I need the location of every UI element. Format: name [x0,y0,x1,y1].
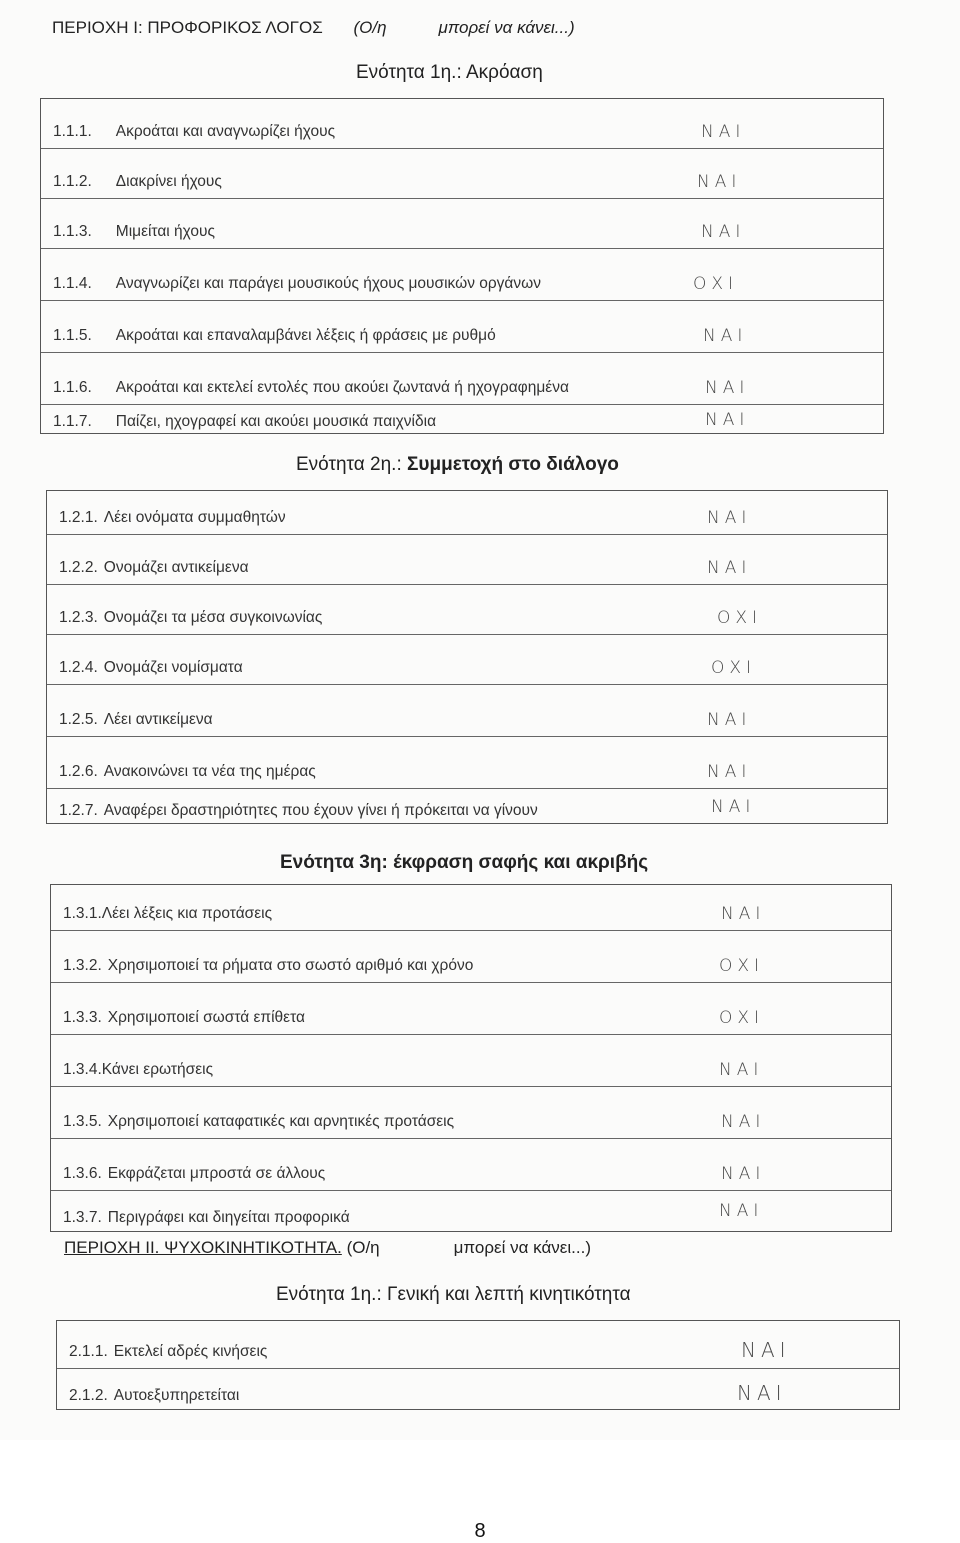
section-1-table [40,98,884,434]
table-row [51,1087,891,1139]
table-row [51,1035,891,1087]
item-label: 1.3.4.Κάνει ερωτήσεις [63,1061,214,1078]
item-label: 1.3.3. Χρησιμοποιεί σωστά επίθετα [63,1009,305,1026]
item-label: 1.1.1. Ακροάται και αναγνωρίζει ήχους [53,123,336,140]
table-row [51,1191,891,1231]
table-row [41,405,883,433]
answer-value: ΝΑΙ [701,122,746,142]
answer-value: ΝΑΙ [711,797,756,817]
item-label: 1.1.4. Αναγνωρίζει και παράγει μουσικούς ήχους μουσικών οργάνων [53,275,541,292]
table-row [41,249,883,301]
region-2-title [64,1238,591,1258]
answer-value: ΝΑΙ [721,904,766,924]
section-4-table [56,1320,900,1410]
item-label: 1.3.5. Χρησιμοποιεί καταφατικές και αρνητικές προτάσεις [63,1113,455,1130]
item-label: 1.2.6. Ανακοινώνει τα νέα της ημέρας [59,763,316,780]
table-row [47,585,887,635]
answer-value: ΝΑΙ [701,222,746,242]
item-label: 1.1.6. Ακροάται και εκτελεί εντολές που ακούει ζωντανά ή ηχογραφημένα [53,379,569,396]
item-label: 1.3.2. Χρησιμοποιεί τα ρήματα στο σωστό αριθμό και χρόνο [63,957,474,974]
table-row [47,685,887,737]
table-row [41,199,883,249]
item-label: 1.3.7. Περιγράφει και διηγείται προφορικά [63,1209,350,1226]
table-row [51,885,891,931]
answer-value: ΝΑΙ [707,710,752,730]
table-row [51,931,891,983]
table-row [41,99,883,149]
answer-value: ΝΑΙ [705,378,750,398]
answer-value: ΝΑΙ [719,1201,764,1221]
item-label: 1.2.3. Ονομάζει τα μέσα συγκοινωνίας [59,609,323,626]
answer-value: ΝΑΙ [707,558,752,578]
item-label: 1.3.6. Εκφράζεται μπροστά σε άλλους [63,1165,326,1182]
section-4-title: Ενότητα 1η.: Γενική και λεπτή κινητικότητα [276,1284,631,1305]
section-3-title: Ενότητα 3η: έκφραση σαφής και ακριβής [280,852,649,873]
answer-value: ΟΧΙ [717,608,763,628]
table-row [41,301,883,353]
item-label: 1.1.3. Μιμείται ήχους [53,223,215,240]
answer-value: ΝΑΙ [719,1060,764,1080]
table-row [47,491,887,535]
table-row [41,353,883,405]
answer-value: ΝΑΙ [737,1381,787,1405]
answer-value: ΝΑΙ [703,326,748,346]
answer-value: ΝΑΙ [721,1164,766,1184]
answer-value: ΝΑΙ [705,410,750,430]
section-2-table [46,490,888,824]
answer-value: ΝΑΙ [741,1338,791,1362]
region-1-title [52,18,575,38]
table-row [47,535,887,585]
item-label: 1.2.7. Αναφέρει δραστηριότητες που έχουν γίνει ή πρόκειται να γίνουν [59,802,538,819]
section-3-table [50,884,892,1232]
region-1-note: (Ο/η μπορεί να κάνει...) [353,18,575,37]
item-label: 1.2.4. Ονομάζει νομίσματα [59,659,243,676]
region-2-title-text: ΠΕΡΙΟΧΗ ΙΙ. ΨΥΧΟΚΙΝΗΤΙΚΟΤΗΤΑ. [64,1238,342,1257]
section-2-title: Ενότητα 2η.: Συμμετοχή στο διάλογο [296,454,619,475]
answer-value: ΝΑΙ [721,1112,766,1132]
answer-value: ΟΧΙ [719,1008,765,1028]
page-number: 8 [474,1520,486,1542]
answer-value: ΝΑΙ [707,508,752,528]
table-row [51,1139,891,1191]
item-label: 1.2.1. Λέει ονόματα συμμαθητών [59,509,286,526]
item-label: 1.1.2. Διακρίνει ήχους [53,173,222,190]
item-label: 2.1.2. Αυτοεξυπηρετείται [69,1387,240,1404]
item-label: 2.1.1. Εκτελεί αδρές κινήσεις [69,1343,268,1360]
table-row [47,635,887,685]
answer-value: ΟΧΙ [711,658,757,678]
item-label: 1.3.1.Λέει λέξεις κια προτάσεις [63,905,273,922]
section-1-title: Ενότητα 1η.: Ακρόαση [356,62,543,83]
answer-value: ΟΧΙ [693,274,739,294]
item-label: 1.1.5. Ακροάται και επαναλαμβάνει λέξεις ή φράσεις με ρυθμό [53,327,496,344]
table-row [57,1321,899,1369]
region-1-title-text: ΠΕΡΙΟΧΗ Ι: ΠΡΟΦΟΡΙΚΟΣ ΛΟΓΟΣ [52,18,323,37]
item-label: 1.2.2. Ονομάζει αντικείμενα [59,559,249,576]
answer-value: ΟΧΙ [719,956,765,976]
table-row [57,1369,899,1409]
item-label: 1.1.7. Παίζει, ηχογραφεί και ακούει μουσικά παιχνίδια [53,413,437,430]
table-row [41,149,883,199]
table-row [47,737,887,789]
table-row [47,789,887,823]
item-label: 1.2.5. Λέει αντικείμενα [59,711,213,728]
table-row [51,983,891,1035]
answer-value: ΝΑΙ [707,762,752,782]
answer-value: ΝΑΙ [697,172,742,192]
region-2-note: (Ο/η μπορεί να κάνει...) [346,1238,591,1257]
